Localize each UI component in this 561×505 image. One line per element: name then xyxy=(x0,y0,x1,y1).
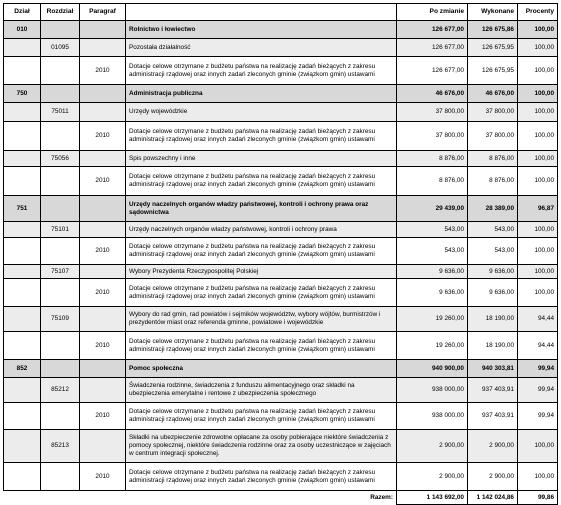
cell-paragraf: 2010 xyxy=(80,57,126,85)
cell-po-zmianie: 9 636,00 xyxy=(397,265,468,279)
cell-opis: Składki na ubezpieczenie zdrowotne opłacane za osoby pobierające niektóre świadczenia z pomocy społecznej, niektóre świadczenia rodzinne oraz za osoby uczestniczące w zajęciach w centrum integracji społecznej. xyxy=(126,430,397,463)
cell-po-zmianie: 543,00 xyxy=(397,238,468,265)
header-po-zmianie: Po zmianie xyxy=(397,4,468,21)
header-opis xyxy=(126,4,397,21)
cell-dzial xyxy=(4,122,41,151)
total-procenty: 99,86 xyxy=(518,491,558,505)
table-row xyxy=(4,57,558,85)
cell-rozdzial: 75056 xyxy=(41,151,80,167)
cell-dzial xyxy=(4,151,41,167)
cell-opis: Wybory Prezydenta Rzeczypospolitej Polskiej xyxy=(126,265,397,279)
cell-paragraf xyxy=(80,360,126,378)
cell-rozdzial xyxy=(41,279,80,307)
cell-procenty: 100,00 xyxy=(518,85,558,103)
table-row xyxy=(4,196,558,222)
cell-dzial: 852 xyxy=(4,360,41,378)
cell-rozdzial xyxy=(41,122,80,151)
cell-procenty: 100,00 xyxy=(518,21,558,39)
cell-rozdzial xyxy=(41,360,80,378)
cell-rozdzial xyxy=(41,57,80,85)
cell-opis: Urzędy naczelnych organów władzy państwowej, kontroli i ochrony prawa xyxy=(126,222,397,238)
cell-paragraf xyxy=(80,21,126,39)
cell-paragraf xyxy=(80,196,126,222)
header-rozdzial: Rozdział xyxy=(41,4,80,21)
table-row xyxy=(4,430,558,463)
cell-paragraf xyxy=(80,307,126,332)
cell-procenty: 94,44 xyxy=(518,332,558,360)
cell-procenty: 99,94 xyxy=(518,378,558,403)
cell-rozdzial: 75107 xyxy=(41,265,80,279)
cell-rozdzial: 75101 xyxy=(41,222,80,238)
cell-procenty: 99,94 xyxy=(518,360,558,378)
cell-procenty: 100,00 xyxy=(518,238,558,265)
cell-po-zmianie: 2 900,00 xyxy=(397,430,468,463)
cell-opis: Administracja publiczna xyxy=(126,85,397,103)
cell-rozdzial: 75109 xyxy=(41,307,80,332)
cell-dzial xyxy=(4,238,41,265)
cell-wykonane: 28 389,00 xyxy=(468,196,518,222)
header-paragraf: Paragraf xyxy=(80,4,126,21)
table-row xyxy=(4,279,558,307)
cell-wykonane: 18 190,00 xyxy=(468,307,518,332)
cell-wykonane: 543,00 xyxy=(468,238,518,265)
cell-opis: Dotacje celowe otrzymane z budżetu państwa na realizację zadań bieżących z zakresu administracji rządowej oraz innych zadań zleconych gminie (związkom gmin) ustawami xyxy=(126,238,397,265)
cell-procenty: 100,00 xyxy=(518,463,558,491)
cell-rozdzial: 85213 xyxy=(41,430,80,463)
cell-po-zmianie: 37 800,00 xyxy=(397,103,468,122)
cell-opis: Dotacje celowe otrzymane z budżetu państwa na realizację zadań bieżących z zakresu administracji rządowej oraz innych zadań zleconych gminie (związkom gmin) ustawami xyxy=(126,403,397,430)
cell-rozdzial: 01095 xyxy=(41,39,80,57)
cell-wykonane: 9 636,00 xyxy=(468,265,518,279)
cell-paragraf: 2010 xyxy=(80,122,126,151)
cell-wykonane: 940 303,81 xyxy=(468,360,518,378)
cell-dzial: 751 xyxy=(4,196,41,222)
cell-procenty: 100,00 xyxy=(518,39,558,57)
cell-dzial xyxy=(4,167,41,196)
cell-opis: Dotacje celowe otrzymane z budżetu państwa na realizację zadań bieżących z zakresu administracji rządowej oraz innych zadań zleconych gminie (związkom gmin) ustawami xyxy=(126,122,397,151)
cell-procenty: 96,87 xyxy=(518,196,558,222)
total-row xyxy=(4,491,558,505)
header-wykonane: Wykonane xyxy=(468,4,518,21)
cell-po-zmianie: 46 676,00 xyxy=(397,85,468,103)
cell-paragraf: 2010 xyxy=(80,332,126,360)
cell-po-zmianie: 543,00 xyxy=(397,222,468,238)
header-dzial: Dział xyxy=(4,4,41,21)
cell-rozdzial xyxy=(41,85,80,103)
table-row xyxy=(4,360,558,378)
cell-po-zmianie: 938 000,00 xyxy=(397,378,468,403)
cell-procenty: 100,00 xyxy=(518,265,558,279)
table-row xyxy=(4,85,558,103)
cell-wykonane: 543,00 xyxy=(468,222,518,238)
table-row xyxy=(4,103,558,122)
cell-wykonane: 126 675,86 xyxy=(468,21,518,39)
cell-dzial: 750 xyxy=(4,85,41,103)
cell-paragraf: 2010 xyxy=(80,279,126,307)
cell-opis: Wybory do rad gmin, rad powiatów i sejmików województw, wybory wójtów, burmistrzów i prezydentów miast oraz referenda gminne, powiatowe i wojewódzkie xyxy=(126,307,397,332)
cell-opis: Urzędy naczelnych organów władzy państwowej, kontroli i ochrony prawa oraz sądownictwa xyxy=(126,196,397,222)
cell-po-zmianie: 126 677,00 xyxy=(397,21,468,39)
cell-dzial: 010 xyxy=(4,21,41,39)
total-spacer xyxy=(4,491,126,505)
cell-procenty: 100,00 xyxy=(518,57,558,85)
cell-paragraf: 2010 xyxy=(80,463,126,491)
cell-opis: Dotacje celowe otrzymane z budżetu państwa na realizację zadań bieżących z zakresu administracji rządowej oraz innych zadań zleconych gminie (związkom gmin) ustawami xyxy=(126,332,397,360)
cell-po-zmianie: 126 677,00 xyxy=(397,57,468,85)
cell-dzial xyxy=(4,57,41,85)
cell-paragraf xyxy=(80,430,126,463)
total-label: Razem: xyxy=(126,491,397,505)
table-row xyxy=(4,39,558,57)
header-row xyxy=(4,4,558,21)
cell-procenty: 94,44 xyxy=(518,307,558,332)
table-row xyxy=(4,151,558,167)
cell-wykonane: 8 876,00 xyxy=(468,167,518,196)
cell-paragraf xyxy=(80,222,126,238)
cell-rozdzial: 75011 xyxy=(41,103,80,122)
cell-dzial xyxy=(4,39,41,57)
cell-wykonane: 37 800,00 xyxy=(468,122,518,151)
cell-opis: Urzędy wojewódzkie xyxy=(126,103,397,122)
cell-po-zmianie: 126 677,00 xyxy=(397,39,468,57)
total-po-zmianie: 1 143 692,00 xyxy=(397,491,468,505)
table-row xyxy=(4,403,558,430)
cell-rozdzial xyxy=(41,403,80,430)
cell-procenty: 100,00 xyxy=(518,167,558,196)
cell-wykonane: 9 636,00 xyxy=(468,279,518,307)
cell-dzial xyxy=(4,463,41,491)
cell-wykonane: 37 800,00 xyxy=(468,103,518,122)
cell-po-zmianie: 938 000,00 xyxy=(397,403,468,430)
cell-wykonane: 937 403,91 xyxy=(468,403,518,430)
cell-procenty: 100,00 xyxy=(518,122,558,151)
table-row xyxy=(4,265,558,279)
cell-dzial xyxy=(4,103,41,122)
cell-opis: Dotacje celowe otrzymane z budżetu państwa na realizację zadań bieżących z zakresu administracji rządowej oraz innych zadań zleconych gminie (związkom gmin) ustawami xyxy=(126,463,397,491)
cell-rozdzial xyxy=(41,21,80,39)
cell-opis: Spis powszechny i inne xyxy=(126,151,397,167)
cell-paragraf xyxy=(80,39,126,57)
table-row xyxy=(4,167,558,196)
cell-procenty: 100,00 xyxy=(518,222,558,238)
cell-po-zmianie: 8 876,00 xyxy=(397,151,468,167)
cell-wykonane: 937 403,91 xyxy=(468,378,518,403)
cell-dzial xyxy=(4,332,41,360)
cell-po-zmianie: 9 636,00 xyxy=(397,279,468,307)
cell-paragraf xyxy=(80,85,126,103)
cell-po-zmianie: 940 900,00 xyxy=(397,360,468,378)
cell-po-zmianie: 37 800,00 xyxy=(397,122,468,151)
budget-table xyxy=(3,3,558,505)
cell-procenty: 100,00 xyxy=(518,151,558,167)
cell-wykonane: 2 900,00 xyxy=(468,463,518,491)
cell-dzial xyxy=(4,222,41,238)
table-row xyxy=(4,307,558,332)
table-row xyxy=(4,332,558,360)
cell-procenty: 100,00 xyxy=(518,103,558,122)
cell-po-zmianie: 2 900,00 xyxy=(397,463,468,491)
cell-rozdzial xyxy=(41,167,80,196)
total-wykonane: 1 142 024,86 xyxy=(468,491,518,505)
table-row xyxy=(4,122,558,151)
cell-dzial xyxy=(4,279,41,307)
cell-paragraf xyxy=(80,265,126,279)
cell-opis: Dotacje celowe otrzymane z budżetu państwa na realizację zadań bieżących z zakresu administracji rządowej oraz innych zadań zleconych gminie (związkom gmin) ustawami xyxy=(126,57,397,85)
table-row xyxy=(4,222,558,238)
header-procenty: Procenty xyxy=(518,4,558,21)
table-row xyxy=(4,238,558,265)
cell-dzial xyxy=(4,430,41,463)
table-row xyxy=(4,463,558,491)
cell-po-zmianie: 19 260,00 xyxy=(397,307,468,332)
cell-opis: Świadczenia rodzinne, świadczenia z funduszu alimentacyjnego oraz składki na ubezpieczenia emerytalne i rentowe z ubezpieczenia społecznego xyxy=(126,378,397,403)
cell-dzial xyxy=(4,403,41,430)
cell-opis: Rolnictwo i łowiectwo xyxy=(126,21,397,39)
cell-wykonane: 126 675,95 xyxy=(468,57,518,85)
cell-rozdzial xyxy=(41,463,80,491)
cell-paragraf: 2010 xyxy=(80,238,126,265)
cell-opis: Dotacje celowe otrzymane z budżetu państwa na realizację zadań bieżących z zakresu administracji rządowej oraz innych zadań zleconych gminie (związkom gmin) ustawami xyxy=(126,167,397,196)
cell-rozdzial xyxy=(41,196,80,222)
budget-table-body xyxy=(4,4,558,505)
cell-wykonane: 2 900,00 xyxy=(468,430,518,463)
cell-paragraf xyxy=(80,378,126,403)
cell-procenty: 99,94 xyxy=(518,403,558,430)
cell-dzial xyxy=(4,378,41,403)
table-row xyxy=(4,378,558,403)
cell-dzial xyxy=(4,307,41,332)
cell-paragraf: 2010 xyxy=(80,403,126,430)
table-row xyxy=(4,21,558,39)
cell-po-zmianie: 29 439,00 xyxy=(397,196,468,222)
cell-po-zmianie: 19 260,00 xyxy=(397,332,468,360)
cell-paragraf xyxy=(80,151,126,167)
cell-po-zmianie: 8 876,00 xyxy=(397,167,468,196)
cell-wykonane: 8 876,00 xyxy=(468,151,518,167)
cell-wykonane: 126 675,95 xyxy=(468,39,518,57)
cell-procenty: 100,00 xyxy=(518,430,558,463)
cell-paragraf xyxy=(80,103,126,122)
cell-rozdzial xyxy=(41,332,80,360)
cell-rozdzial: 85212 xyxy=(41,378,80,403)
cell-rozdzial xyxy=(41,238,80,265)
cell-opis: Pomoc społeczna xyxy=(126,360,397,378)
cell-procenty: 100,00 xyxy=(518,279,558,307)
cell-wykonane: 46 676,00 xyxy=(468,85,518,103)
cell-opis: Dotacje celowe otrzymane z budżetu państwa na realizację zadań bieżących z zakresu administracji rządowej oraz innych zadań zleconych gminie (związkom gmin) ustawami xyxy=(126,279,397,307)
cell-dzial xyxy=(4,265,41,279)
cell-paragraf: 2010 xyxy=(80,167,126,196)
cell-wykonane: 18 190,00 xyxy=(468,332,518,360)
cell-opis: Pozostała działalność xyxy=(126,39,397,57)
